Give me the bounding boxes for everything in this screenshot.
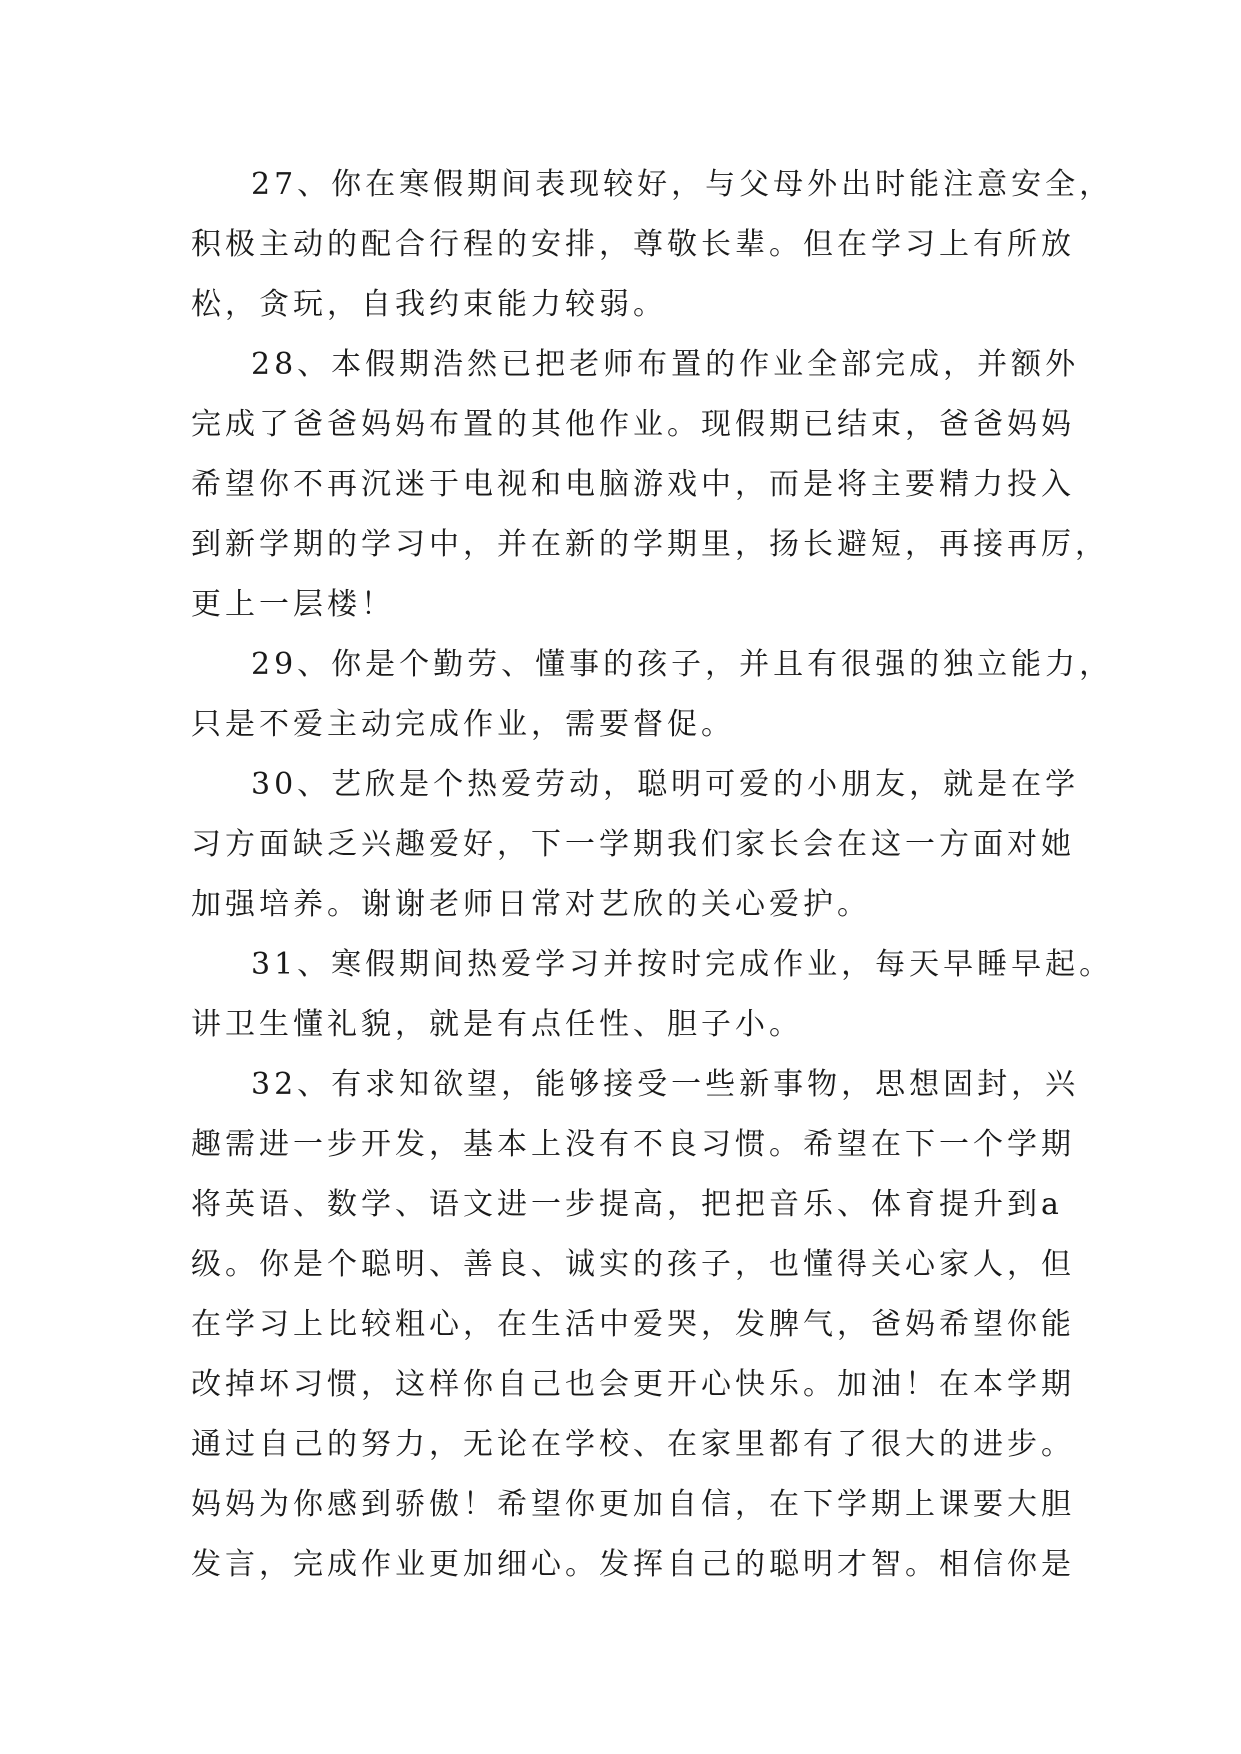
paragraph-29-line-2: 只是不爱主动完成作业，需要督促。	[191, 707, 735, 742]
paragraph-30-line-2: 习方面缺乏兴趣爱好，下一学期我们家长会在这一方面对她	[191, 827, 1075, 862]
paragraph-32-line-2: 趣需进一步开发，基本上没有不良习惯。希望在下一个学期	[191, 1127, 1075, 1162]
paragraph-28-line-4: 到新学期的学习中，并在新的学期里，扬长避短，再接再厉，	[191, 527, 1109, 562]
paragraph-30-line-3: 加强培养。谢谢老师日常对艺欣的关心爱护。	[191, 887, 871, 922]
paragraph-28-line-5: 更上一层楼！	[191, 587, 395, 622]
paragraph-32-line-7: 通过自己的努力，无论在学校、在家里都有了很大的进步。	[191, 1427, 1075, 1462]
paragraph-32-line-4: 级。你是个聪明、善良、诚实的孩子，也懂得关心家人，但	[191, 1247, 1075, 1282]
paragraph-30-line-1: 30、艺欣是个热爱劳动，聪明可爱的小朋友，就是在学	[251, 767, 1080, 802]
paragraph-32-line-8: 妈妈为你感到骄傲！希望你更加自信，在下学期上课要大胆	[191, 1487, 1075, 1522]
document-body	[191, 155, 1114, 1595]
paragraph-32-line-5: 在学习上比较粗心，在生活中爱哭，发脾气，爸妈希望你能	[191, 1307, 1075, 1342]
paragraph-27-line-1: 27、你在寒假期间表现较好，与父母外出时能注意安全，	[251, 167, 1114, 202]
paragraph-32-line-3: 将英语、数学、语文进一步提高，把把音乐、体育提升到a	[191, 1187, 1063, 1222]
paragraph-31-line-2: 讲卫生懂礼貌，就是有点任性、胆子小。	[191, 1007, 803, 1042]
paragraph-32-line-6: 改掉坏习惯，这样你自己也会更开心快乐。加油！在本学期	[191, 1367, 1075, 1402]
paragraph-28-line-1: 28、本假期浩然已把老师布置的作业全部完成，并额外	[251, 347, 1080, 382]
paragraph-32-line-1: 32、有求知欲望，能够接受一些新事物，思想固封，兴	[251, 1067, 1080, 1102]
paragraph-32-line-9: 发言，完成作业更加细心。发挥自己的聪明才智。相信你是	[191, 1547, 1075, 1582]
paragraph-31-line-1: 31、寒假期间热爱学习并按时完成作业，每天早睡早起。	[251, 947, 1114, 982]
paragraph-28-line-3: 希望你不再沉迷于电视和电脑游戏中，而是将主要精力投入	[191, 467, 1075, 502]
paragraph-28-line-2: 完成了爸爸妈妈布置的其他作业。现假期已结束，爸爸妈妈	[191, 407, 1075, 442]
paragraph-27-line-2: 积极主动的配合行程的安排，尊敬长辈。但在学习上有所放	[191, 227, 1075, 262]
paragraph-27-line-3: 松，贪玩，自我约束能力较弱。	[191, 287, 667, 322]
paragraph-29-line-1: 29、你是个勤劳、懂事的孩子，并且有很强的独立能力，	[251, 647, 1114, 682]
